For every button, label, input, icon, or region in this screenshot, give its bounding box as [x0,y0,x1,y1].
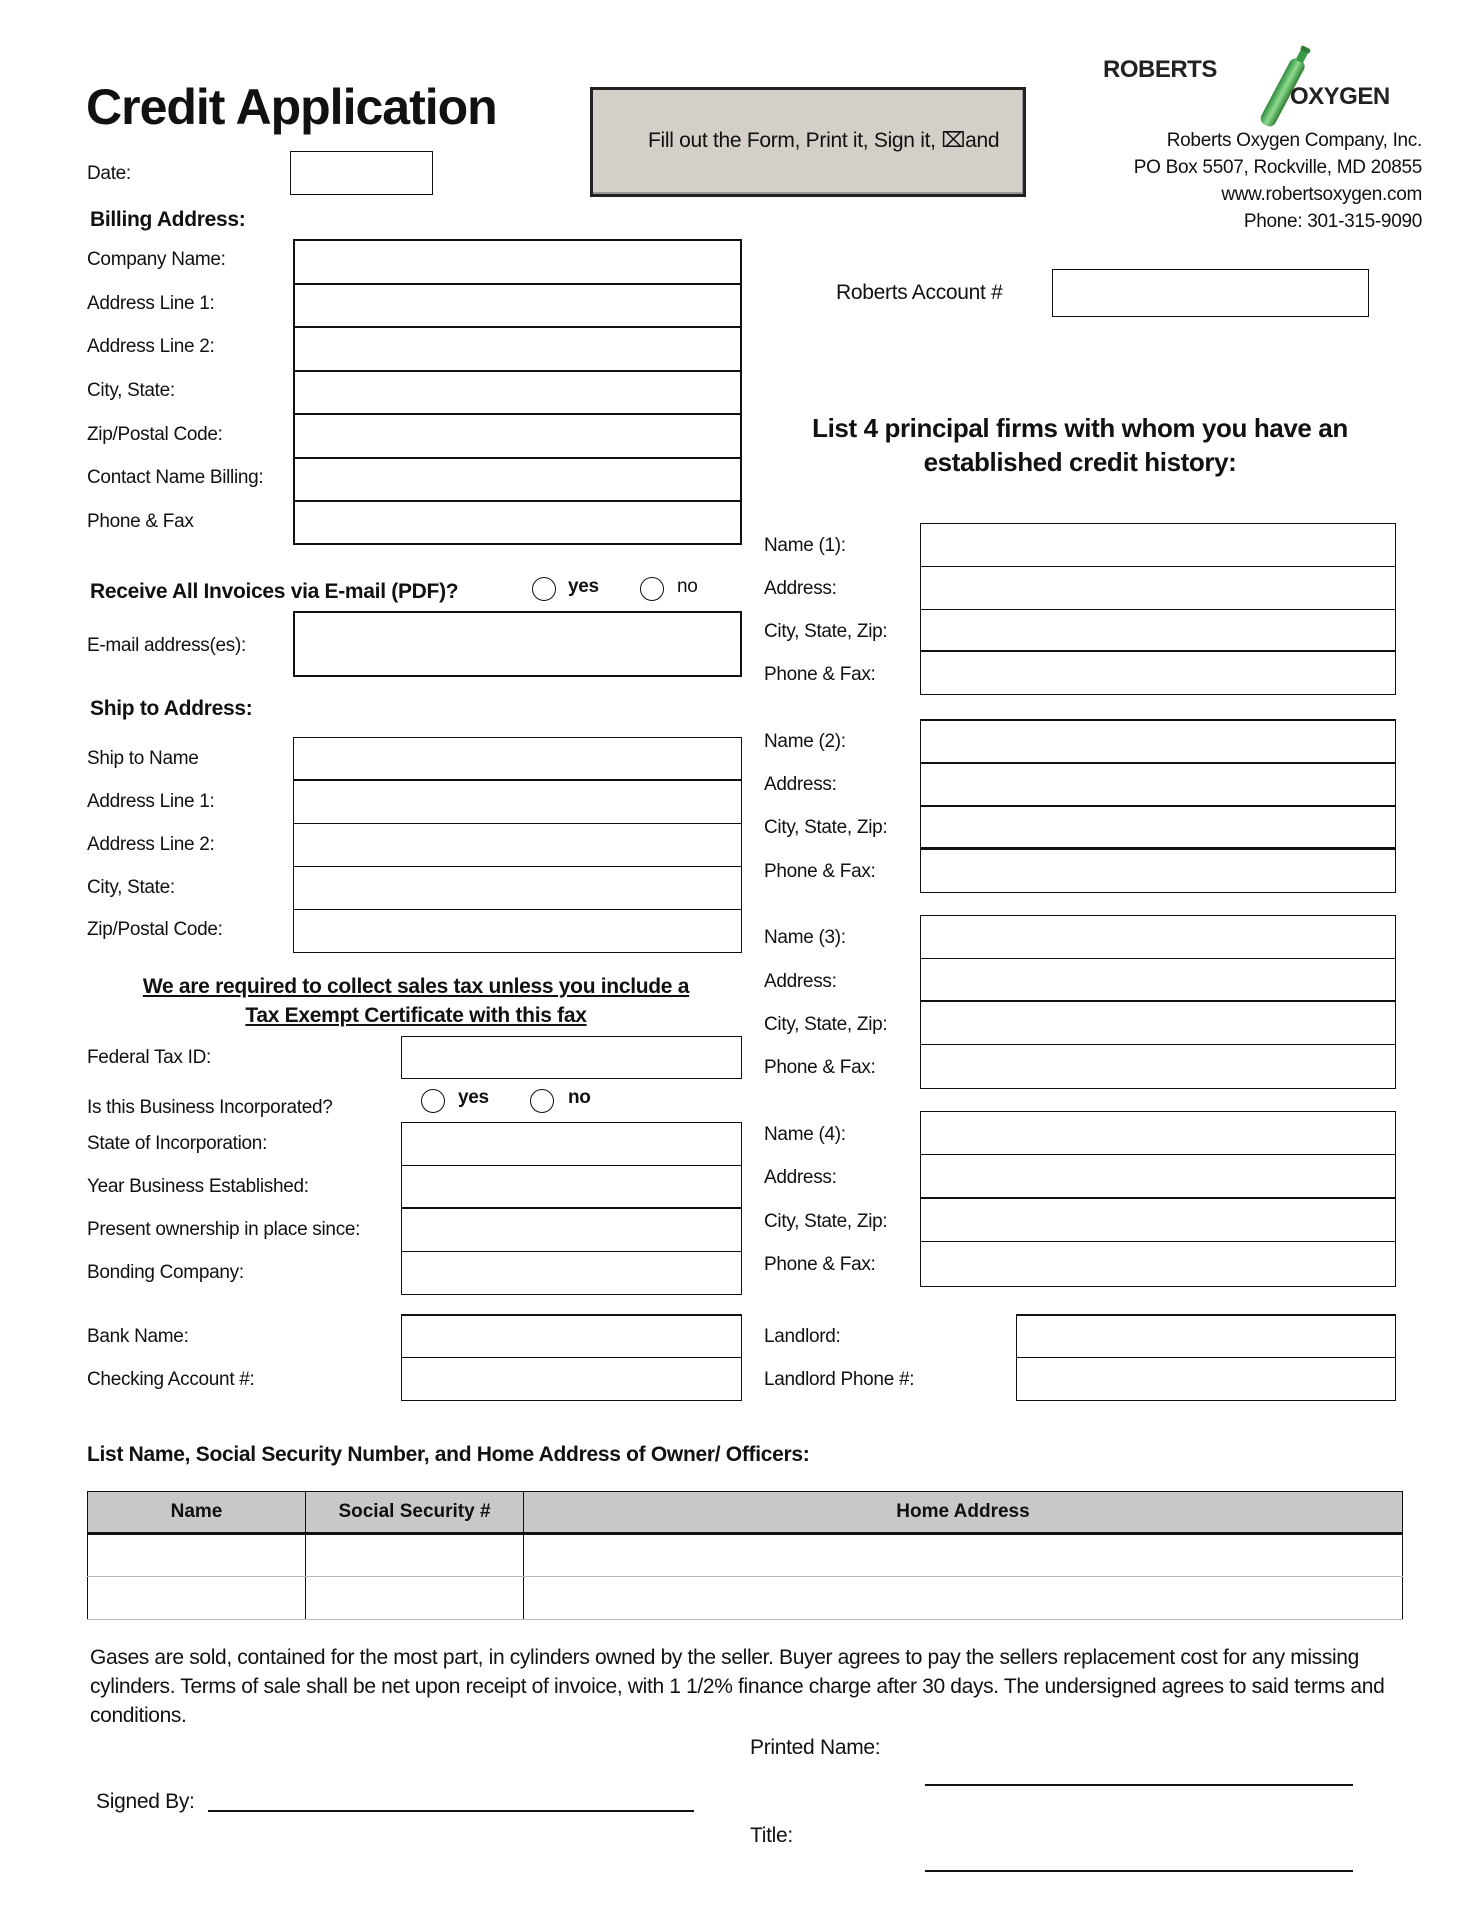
company-website[interactable]: www.robertsoxygen.com [1221,184,1422,205]
firm-1-address-label: Address: [764,578,837,599]
shipping-label-zip: Zip/Postal Code: [87,919,223,940]
company-phone: Phone: 301-315-9090 [1243,211,1422,232]
shipping-name-input[interactable] [294,738,741,781]
date-label: Date: [87,163,131,184]
firms-heading-line-1: List 4 principal firms with whom you have an [812,413,1348,443]
billing-label-address-2: Address Line 2: [87,336,215,357]
email-invoices-no-label: no [677,576,698,597]
logo-word-oxygen: OXYGEN [1290,83,1390,110]
shipping-address-1-input[interactable] [294,781,741,824]
officers-heading: List Name, Social Security Number, and Home Address of Owner/ Officers: [87,1443,810,1466]
year-established-input[interactable] [402,1166,741,1209]
officer-1-name-cell[interactable] [88,1534,306,1577]
firm-1-phone-label: Phone & Fax: [764,664,876,685]
bonding-company-label: Bonding Company: [87,1262,244,1283]
email-invoices-yes-label: yes [568,576,599,597]
shipping-label-city-state: City, State: [87,877,175,898]
billing-label-contact-name: Contact Name Billing: [87,467,264,488]
printed-name-label: Printed Name: [750,1736,881,1759]
email-invoices-no-radio[interactable] [640,577,664,601]
incorporated-no-radio[interactable] [530,1089,554,1113]
bank-name-input[interactable] [402,1316,741,1358]
firm-2-city-input[interactable] [921,807,1395,850]
firm-1-city-input[interactable] [921,610,1395,652]
firm-1-address-input[interactable] [921,567,1395,610]
firm-1-fields [920,523,1396,695]
firm-2-phone-label: Phone & Fax: [764,861,876,882]
state-of-incorporation-input[interactable] [402,1123,741,1166]
billing-phone-fax-input[interactable] [295,502,740,546]
email-address-input[interactable] [293,611,742,677]
officer-1-ssn-cell[interactable] [306,1534,524,1577]
column-header-home-address: Home Address [524,1492,1403,1534]
firm-2-city-label: City, State, Zip: [764,817,888,838]
firm-3-fields [920,915,1396,1089]
date-field[interactable] [290,151,433,195]
billing-address-2-input[interactable] [295,328,740,372]
firm-4-name-input[interactable] [921,1112,1395,1155]
landlord-label: Landlord: [764,1326,841,1347]
firm-3-name-input[interactable] [921,916,1395,959]
landlord-phone-label: Landlord Phone #: [764,1369,915,1390]
signed-by-label: Signed By: [96,1790,195,1813]
firms-heading-line-2: established credit history: [923,447,1237,477]
firm-3-city-label: City, State, Zip: [764,1014,888,1035]
firm-1-name-input[interactable] [921,524,1395,567]
firm-3-name-label: Name (3): [764,927,846,948]
billing-label-phone-fax: Phone & Fax [87,511,194,532]
firm-4-fields [920,1111,1396,1287]
firm-4-address-input[interactable] [921,1155,1395,1199]
shipping-label-name: Ship to Name [87,748,199,769]
company-logo [1090,40,1410,130]
landlord-input[interactable] [1017,1316,1395,1358]
billing-zip-input[interactable] [295,415,740,459]
company-address: PO Box 5507, Rockville, MD 20855 [1133,157,1422,178]
page-title: Credit Application [86,79,497,135]
email-address-label: E-mail address(es): [87,635,247,656]
bank-name-label: Bank Name: [87,1326,189,1347]
shipping-heading: Ship to Address: [90,697,253,720]
firm-3-phone-input[interactable] [921,1045,1395,1085]
logo-word-roberts: ROBERTS [1103,56,1217,83]
checking-account-label: Checking Account #: [87,1369,255,1390]
signature-line[interactable] [208,1810,694,1812]
billing-label-zip: Zip/Postal Code: [87,424,223,445]
shipping-city-state-input[interactable] [294,867,741,910]
officer-2-address-cell[interactable] [524,1577,1403,1620]
billing-contact-name-input[interactable] [295,459,740,503]
account-label: Roberts Account # [836,281,1003,304]
tax-notice-line-2: Tax Exempt Certificate with this fax [245,1004,587,1027]
billing-company-name-input[interactable] [295,241,740,285]
firm-4-city-label: City, State, Zip: [764,1211,888,1232]
column-header-name: Name [88,1492,306,1534]
landlord-fields [1016,1314,1396,1401]
column-header-ssn: Social Security # [306,1492,524,1534]
billing-fields [293,239,742,545]
billing-city-state-input[interactable] [295,372,740,416]
company-name: Roberts Oxygen Company, Inc. [1166,130,1422,151]
bank-fields [401,1314,742,1401]
printed-name-line[interactable] [925,1784,1353,1786]
ownership-since-label: Present ownership in place since: [87,1219,361,1240]
firm-3-address-input[interactable] [921,959,1395,1002]
firm-2-name-input[interactable] [921,721,1395,764]
officers-header-row [88,1492,1403,1534]
incorporated-question: Is this Business Incorporated? [87,1097,333,1118]
terms-text: Gases are sold, contained for the most part, in cylinders owned by the seller. Buyer agrees to pay the sellers replacement cost for any missing cylinders. Terms of sale shall be net upon receipt of invoice, with 1 1/2% finance charge after 30 days. The undersigned agrees to said terms and conditions. [90,1646,1385,1727]
billing-label-city-state: City, State: [87,380,175,401]
billing-label-company-name: Company Name: [87,249,226,270]
year-established-label: Year Business Established: [87,1176,309,1197]
firm-4-address-label: Address: [764,1167,837,1188]
firm-4-city-input[interactable] [921,1199,1395,1242]
state-of-incorporation-label: State of Incorporation: [87,1133,268,1154]
table-row [88,1534,1403,1577]
landlord-phone-input[interactable] [1017,1358,1395,1398]
officer-2-ssn-cell[interactable] [306,1577,524,1620]
tax-notice-line-1: We are required to collect sales tax unless you include a [142,975,690,998]
shipping-label-address-2: Address Line 2: [87,834,215,855]
federal-tax-id-label: Federal Tax ID: [87,1047,211,1068]
instructions-text: Fill out the Form, Print it, Sign it, ⌧and [648,129,1000,152]
email-invoices-yes-radio[interactable] [532,577,556,601]
firm-3-city-input[interactable] [921,1002,1395,1045]
roberts-account-field[interactable] [1052,269,1369,317]
federal-tax-id-input[interactable] [401,1036,742,1079]
firm-2-fields [920,719,1396,893]
business-fields [401,1122,742,1295]
shipping-zip-input[interactable] [294,910,741,950]
billing-address-1-input[interactable] [295,285,740,329]
table-row [88,1577,1403,1620]
instructions-banner [590,87,1026,197]
firm-2-name-label: Name (2): [764,731,846,752]
firm-4-phone-label: Phone & Fax: [764,1254,876,1275]
bonding-company-input[interactable] [402,1252,741,1292]
email-invoices-question: Receive All Invoices via E-mail (PDF)? [90,580,459,603]
title-label: Title: [750,1824,793,1847]
firm-1-name-label: Name (1): [764,535,846,556]
firm-1-phone-input[interactable] [921,652,1395,692]
firm-4-phone-input[interactable] [921,1242,1395,1282]
firm-2-address-input[interactable] [921,764,1395,807]
ownership-since-input[interactable] [402,1209,741,1252]
billing-heading: Billing Address: [90,208,246,231]
shipping-label-address-1: Address Line 1: [87,791,215,812]
title-line[interactable] [925,1870,1353,1872]
officer-2-name-cell[interactable] [88,1577,306,1620]
officers-table [87,1491,1403,1620]
firm-3-phone-label: Phone & Fax: [764,1057,876,1078]
firm-2-phone-input[interactable] [921,850,1395,888]
shipping-address-2-input[interactable] [294,824,741,867]
firm-3-address-label: Address: [764,971,837,992]
firm-4-name-label: Name (4): [764,1124,846,1145]
firm-1-city-label: City, State, Zip: [764,621,888,642]
incorporated-no-label: no [568,1087,591,1108]
firm-2-address-label: Address: [764,774,837,795]
shipping-fields [293,737,742,953]
checking-account-input[interactable] [402,1358,741,1398]
incorporated-yes-radio[interactable] [421,1089,445,1113]
billing-label-address-1: Address Line 1: [87,293,215,314]
officer-1-address-cell[interactable] [524,1534,1403,1577]
incorporated-yes-label: yes [458,1087,489,1108]
